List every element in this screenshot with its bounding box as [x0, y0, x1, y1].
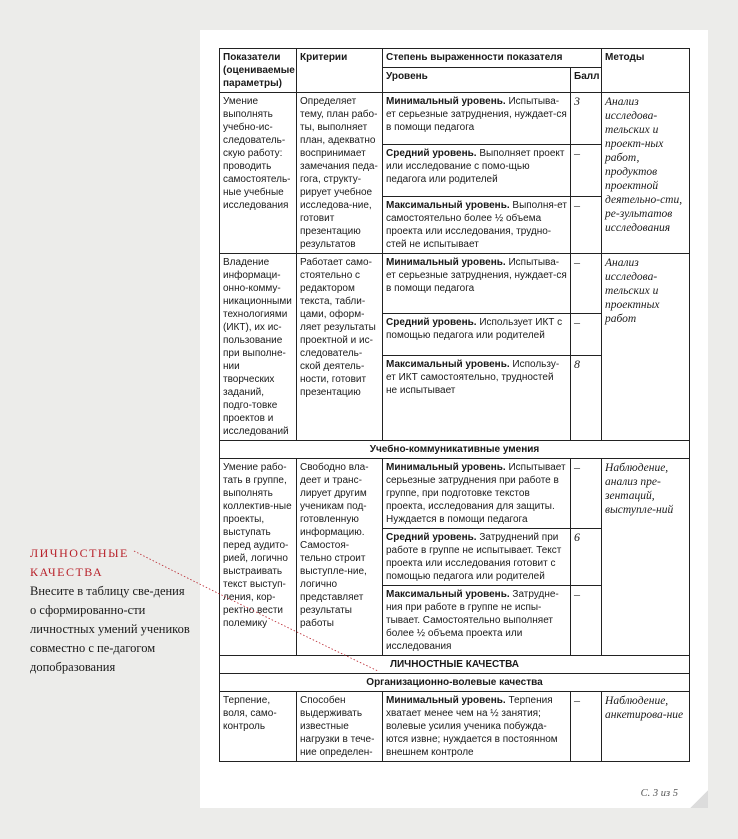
- level-text: Испытыва-ет серьезные затруднения, нуждает-ся в помощи педагога: [386, 96, 567, 133]
- table-row: [220, 692, 690, 762]
- methods-cell: Наблюдение, анализ пре-зентаций, выступле-ний: [602, 459, 690, 656]
- criteria-cell: Определяет тему, план рабо-ты, выполняет план, адекватно воспринимает замечания педа-гога, структу-рирует учебное исследова-ние, готовит презентацию результатов: [297, 93, 383, 254]
- level-cell: [383, 529, 571, 586]
- methods-cell: Анализ исследова-тельских и проект-ных работ, продуктов проектной деятельно-сти, ре-зультатов исследования: [602, 93, 690, 254]
- page-number: С. 3 из 5: [640, 788, 678, 799]
- level-text: Выполняет проект или исследование с помо-щью педагога или родителей: [386, 148, 565, 185]
- level-name: Минимальный уровень.: [386, 96, 506, 107]
- score-cell[interactable]: –: [571, 586, 602, 656]
- level-text: Затруднений при работе в группе не испытывает. Текст проекта или исследования готовит с помощью педагога или родителей: [386, 532, 562, 582]
- score-cell[interactable]: –: [571, 692, 602, 762]
- param-cell: Умение рабо-тать в группе, выполнять коллектив-ные проекты, выступать перед аудито-рией, логично выстраивать текст выступ-ления, кор-ректно вести полемику: [220, 459, 297, 656]
- header-level: Уровень: [383, 68, 571, 93]
- level-name: Минимальный уровень.: [386, 462, 506, 473]
- score-cell[interactable]: –: [571, 313, 602, 355]
- level-text: Испытыва-ет серьезные затруднения, нуждает-ся в помощи педагога: [386, 257, 567, 294]
- level-text: Испытывает серьезные затруднения при работе в группе, при подготовке текстов проекта, исследования для защиты. Нуждается в помощи педагога: [386, 462, 566, 525]
- level-text: Использует ИКТ с помощью педагога или родителей: [386, 316, 563, 341]
- assessment-table: [219, 48, 690, 762]
- score-cell[interactable]: –: [571, 197, 602, 254]
- score-cell[interactable]: 8: [571, 356, 602, 441]
- param-cell: Владение информаци-онно-комму-никационными технологиями (ИКТ), их ис-пользование при выполне-нии творческих заданий, подго-товке проектов и исследований: [220, 254, 297, 441]
- level-text: Выполня-ет самостоятельно более ½ объема проекта или исследования, трудно-стей не испытывает: [386, 200, 567, 250]
- level-cell: [383, 313, 571, 355]
- level-name: Средний уровень.: [386, 532, 477, 543]
- table-row: [220, 93, 690, 145]
- level-cell: [383, 93, 571, 145]
- level-cell: [383, 459, 571, 529]
- section-row: [220, 441, 690, 459]
- level-text: Использу-ет ИКТ самостоятельно, трудностей не испытывает: [386, 359, 560, 396]
- margin-note: [30, 544, 190, 677]
- page-fold-corner: [690, 790, 708, 808]
- header-methods: Методы: [602, 49, 690, 93]
- section-organizational: Организационно-волевые качества: [220, 674, 690, 692]
- section-row: [220, 674, 690, 692]
- level-text: Терпения хватает менее чем на ½ занятия; волевые усилия ученика побужда-ются извне; нуждается в постоянном внешнем контроле: [386, 695, 558, 758]
- level-cell: [383, 197, 571, 254]
- header-params: Показатели (оцениваемые параметры): [220, 49, 297, 93]
- header-score: Балл: [571, 68, 602, 93]
- score-cell[interactable]: –: [571, 459, 602, 529]
- header-row: [220, 49, 690, 68]
- level-name: Максимальный уровень.: [386, 359, 510, 370]
- margin-note-title: ЛИЧНОСТНЫЕ КАЧЕСТВА: [30, 546, 129, 579]
- score-cell[interactable]: 3: [571, 93, 602, 145]
- criteria-cell: Свободно вла-деет и транс-лирует другим ученикам под-готовленную информацию. Самостоя-тельно строит выступле-ние, логично представляет результаты работы: [297, 459, 383, 656]
- table-row: [220, 254, 690, 314]
- level-cell: [383, 254, 571, 314]
- document-page: [200, 30, 708, 808]
- level-name: Минимальный уровень.: [386, 257, 506, 268]
- score-cell[interactable]: –: [571, 145, 602, 197]
- methods-cell: Анализ исследова-тельских и проектных работ: [602, 254, 690, 441]
- level-name: Максимальный уровень.: [386, 200, 510, 211]
- criteria-cell: Способен выдерживать известные нагрузки в тече-ние определен-: [297, 692, 383, 762]
- methods-cell: Наблюдение, анкетирова-ние: [602, 692, 690, 762]
- level-name: Максимальный уровень.: [386, 589, 510, 600]
- level-name: Средний уровень.: [386, 148, 477, 159]
- level-cell: [383, 586, 571, 656]
- level-text: Затрудне-ния при работе в группе не испы-тывает. Самостоятельно выполняет более ½ объема проекта или исследования: [386, 589, 559, 652]
- score-cell[interactable]: –: [571, 254, 602, 314]
- level-cell: [383, 356, 571, 441]
- table-row: [220, 459, 690, 529]
- section-communicative: Учебно-коммуникативные умения: [220, 441, 690, 459]
- header-degree: Степень выраженности показателя: [383, 49, 602, 68]
- level-name: Минимальный уровень.: [386, 695, 506, 706]
- criteria-cell: Работает само-стоятельно с редактором текста, табли-цами, оформ-ляет результаты проектной и ис-следователь-ской деятель-ности, готовит презентацию: [297, 254, 383, 441]
- margin-note-text: Внесите в таблицу све-дения о сформированно-сти личностных умений учеников совместно с пе-дагогом допобразования: [30, 584, 190, 674]
- header-criteria: Критерии: [297, 49, 383, 93]
- level-cell: [383, 145, 571, 197]
- param-cell: Терпение, воля, само-контроль: [220, 692, 297, 762]
- level-cell: [383, 692, 571, 762]
- param-cell: Умение выполнять учебно-ис-следователь-скую работу: проводить самостоятель-ные учебные исследования: [220, 93, 297, 254]
- section-row: [220, 656, 690, 674]
- score-cell[interactable]: 6: [571, 529, 602, 586]
- section-personal-qualities: ЛИЧНОСТНЫЕ КАЧЕСТВА: [220, 656, 690, 674]
- level-name: Средний уровень.: [386, 316, 477, 328]
